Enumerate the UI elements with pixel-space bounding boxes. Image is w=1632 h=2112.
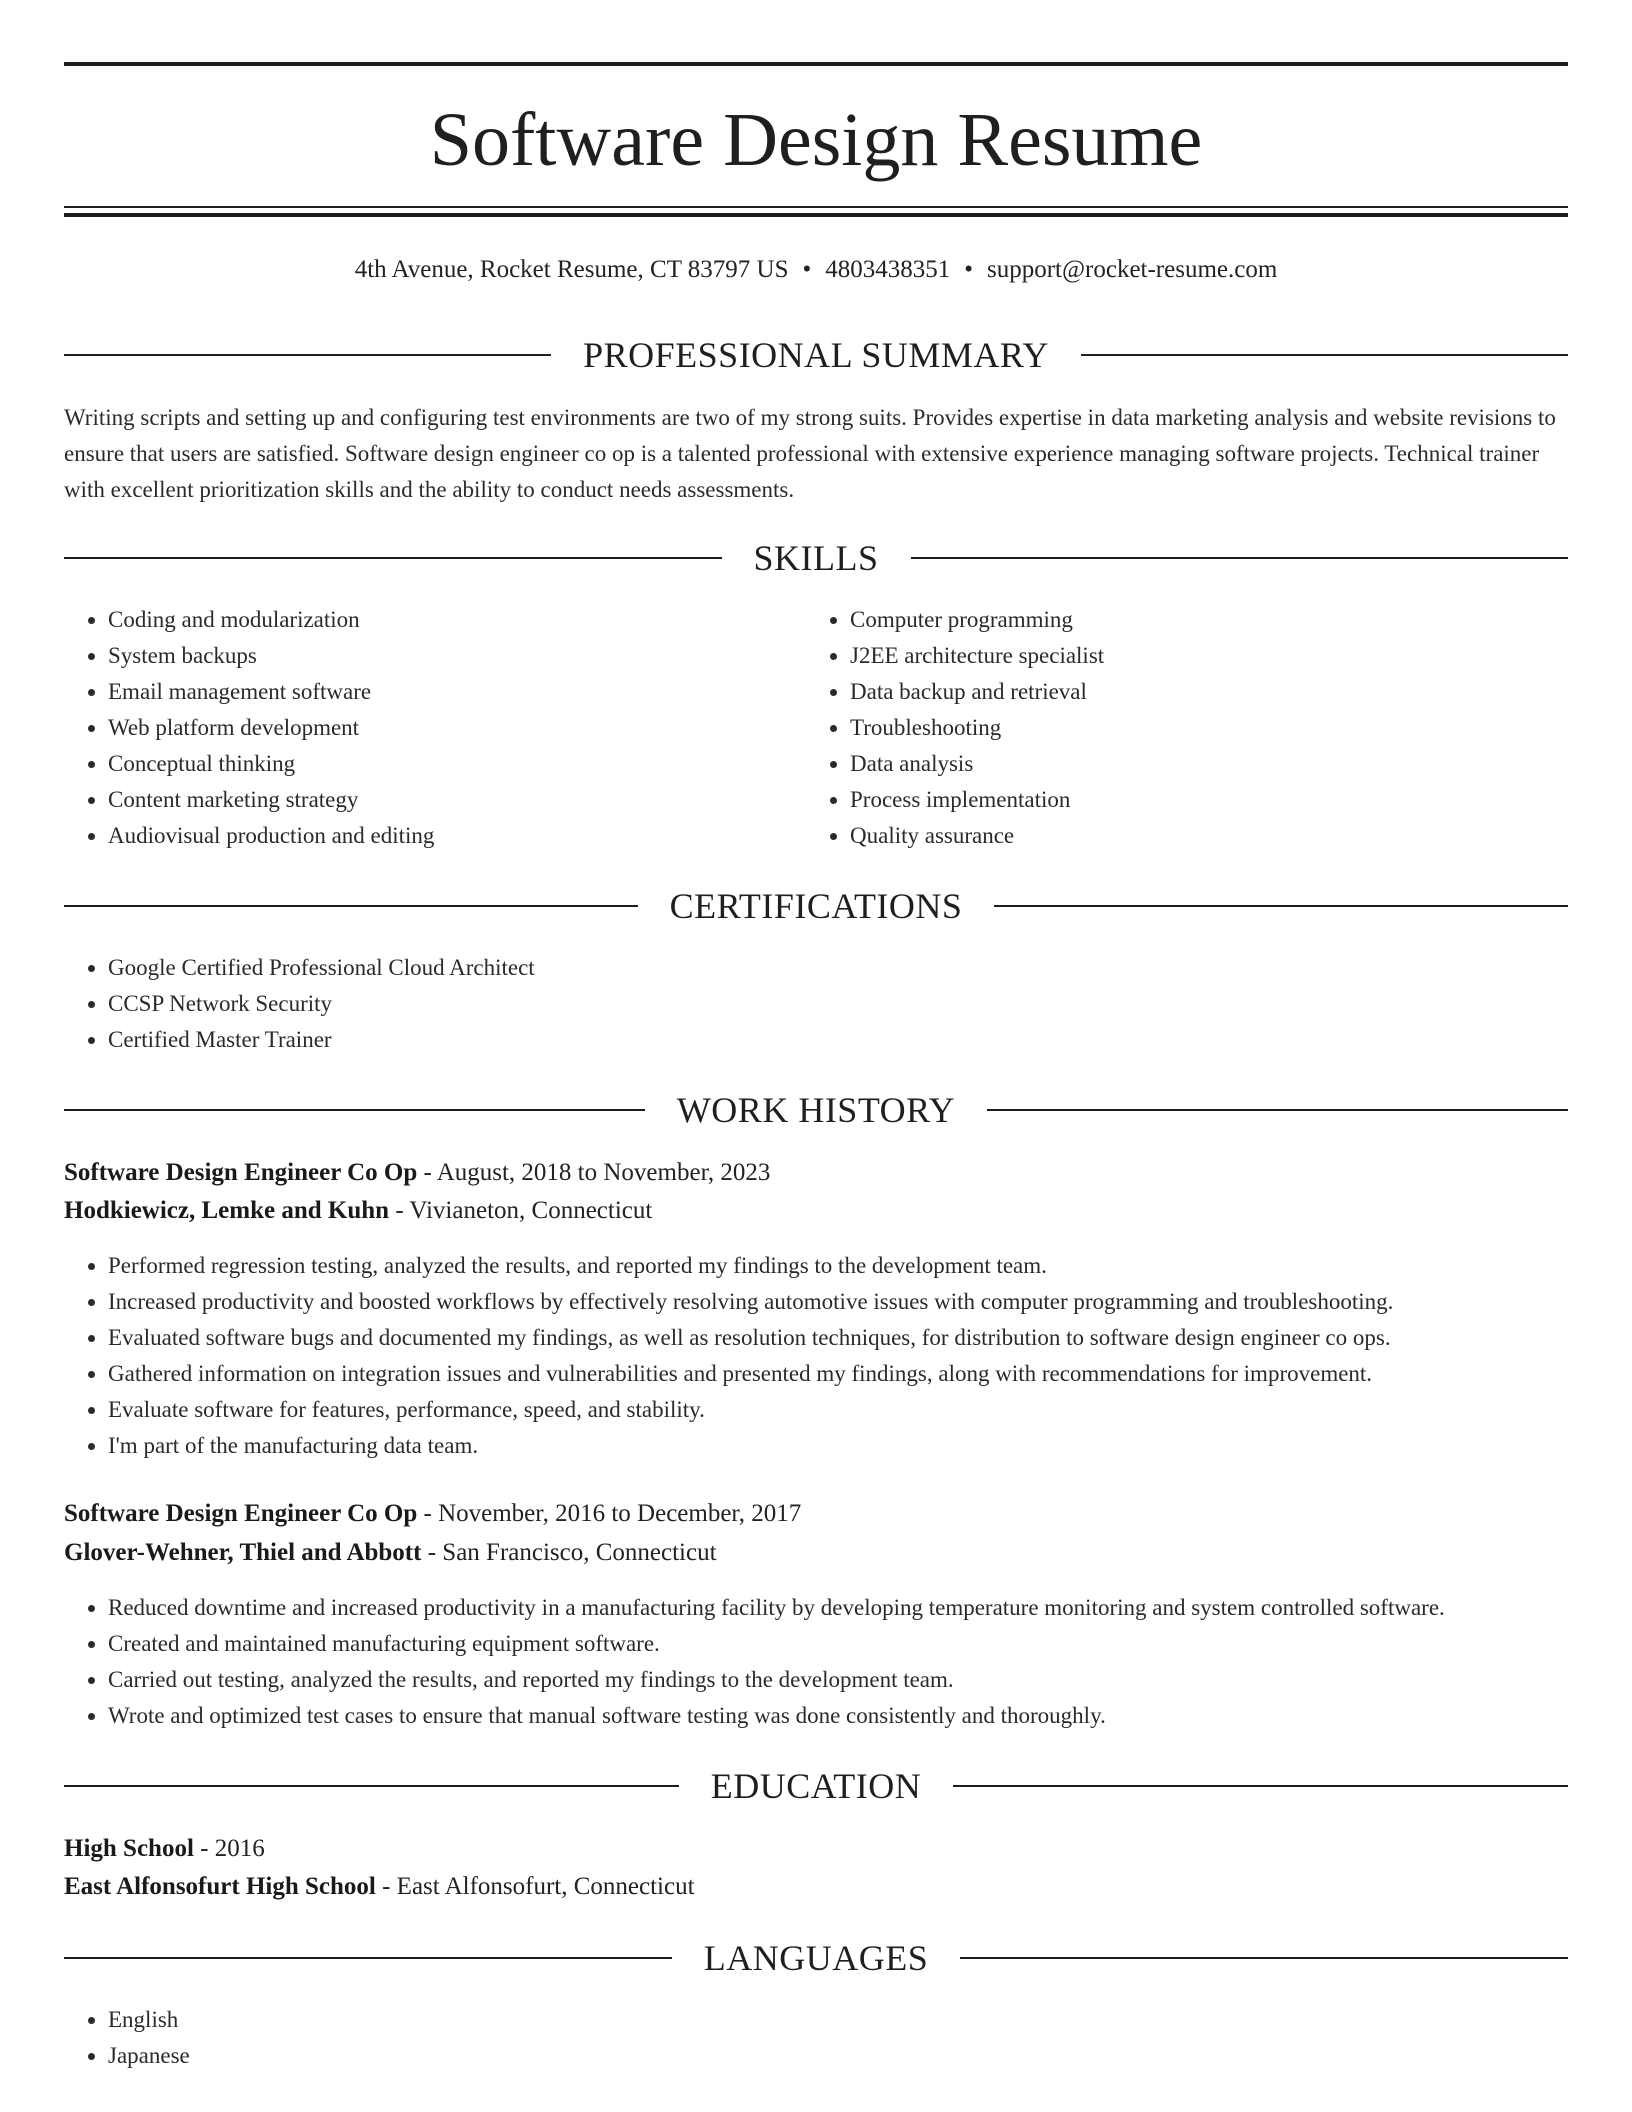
job-role: Software Design Engineer Co Op <box>64 1159 418 1186</box>
divider <box>64 354 551 356</box>
language-item: • English <box>108 2002 708 2038</box>
section-title: WORK HISTORY <box>676 1090 956 1130</box>
top-rule <box>64 62 1568 66</box>
job-bullet: • Evaluated software bugs and documented my findings, as well as resolution techniques, for distribution to software design engineer co ops. <box>108 1320 1568 1356</box>
work-history-heading <box>64 1088 1568 1132</box>
skill-item: • Data backup and retrieval <box>850 674 1550 710</box>
education-location: - East Alfonsofurt, Connecticut <box>375 1873 695 1900</box>
job-bullet: • Performed regression testing, analyzed the results, and reported my findings to the development team. <box>108 1248 1568 1284</box>
skills-heading <box>64 536 1568 580</box>
summary-text: Writing scripts and setting up and configuring test environments are two of my strong suits. Provides expertise in data marketing analysis and website revisions to ensure that users are satisfied. Software design engineer co op is a talented professional with extensive experience managing software projects. Technical trainer with excellent prioritization skills and the ability to conduct needs assessments. <box>64 405 1556 502</box>
divider <box>911 557 1569 559</box>
certification-item: • Google Certified Professional Cloud Architect <box>108 950 1548 986</box>
job-company-line <box>64 1534 1568 1572</box>
skill-item: • Web platform development <box>108 710 808 746</box>
education-degree: High School <box>64 1835 194 1862</box>
divider <box>64 557 722 559</box>
job-bullet: • Carried out testing, analyzed the results, and reported my findings to the development team. <box>108 1662 1578 1698</box>
job-bullet: • Reduced downtime and increased productivity in a manufacturing facility by developing temperature monitoring and system controlled software. <box>108 1590 1578 1626</box>
page-title: Software Design Resume <box>429 98 1203 182</box>
divider <box>64 1785 679 1787</box>
skill-item: • J2EE architecture specialist <box>850 638 1550 674</box>
job-bullets <box>64 1248 1568 1464</box>
skills-list-left <box>64 602 808 854</box>
divider <box>960 1957 1568 1959</box>
section-title: CERTIFICATIONS <box>669 886 963 926</box>
divider <box>953 1785 1568 1787</box>
section-title: LANGUAGES <box>703 1938 929 1978</box>
skill-item: • Troubleshooting <box>850 710 1550 746</box>
divider <box>994 905 1568 907</box>
job-bullet: • I'm part of the manufacturing data team. <box>108 1428 1568 1464</box>
contact-line <box>64 252 1568 288</box>
education-year: - 2016 <box>193 1835 265 1862</box>
certification-item: • Certified Master Trainer <box>108 1022 1548 1058</box>
job-bullet: • Created and maintained manufacturing equipment software. <box>108 1626 1578 1662</box>
education-school-line <box>64 1868 1568 1906</box>
skill-item: • Conceptual thinking <box>108 746 808 782</box>
divider <box>64 1109 645 1111</box>
job-title-line <box>64 1154 1568 1192</box>
job-title-line <box>64 1495 1568 1533</box>
education-degree-line <box>64 1830 1568 1868</box>
skill-item: • Content marketing strategy <box>108 782 808 818</box>
skill-item: • Data analysis <box>850 746 1550 782</box>
languages-heading <box>64 1936 1568 1980</box>
contact-phone: 4803438351 <box>825 256 951 283</box>
skills-list-right <box>806 602 1550 854</box>
certification-item: • CCSP Network Security <box>108 986 1548 1022</box>
job-dates: - November, 2016 to December, 2017 <box>417 1500 802 1527</box>
job-bullet: • Increased productivity and boosted workflows by effectively resolving automotive issues with computer programming and troubleshooting. <box>108 1284 1568 1320</box>
contact-separator: • <box>964 256 973 283</box>
summary-heading <box>64 333 1568 377</box>
section-title: PROFESSIONAL SUMMARY <box>583 335 1049 375</box>
education-school: East Alfonsofurt High School <box>64 1873 376 1900</box>
job-company: Hodkiewicz, Lemke and Kuhn <box>64 1197 390 1224</box>
contact-email: support@rocket-resume.com <box>987 256 1278 283</box>
education-heading <box>64 1764 1568 1808</box>
skill-item: • Email management software <box>108 674 808 710</box>
divider <box>987 1109 1568 1111</box>
section-title: SKILLS <box>753 538 879 578</box>
certifications-heading <box>64 884 1568 928</box>
title-rule-upper <box>64 206 1568 208</box>
skill-item: • Audiovisual production and editing <box>108 818 808 854</box>
contact-separator: • <box>802 256 812 283</box>
job-bullet: • Evaluate software for features, performance, speed, and stability. <box>108 1392 1568 1428</box>
divider <box>1081 354 1568 356</box>
job-company: Glover-Wehner, Thiel and Abbott <box>64 1539 422 1566</box>
skill-item: • Computer programming <box>850 602 1550 638</box>
job-location: - Vivianeton, Connecticut <box>389 1197 653 1224</box>
divider <box>64 905 638 907</box>
contact-address: 4th Avenue, Rocket Resume, CT 83797 US <box>354 256 789 283</box>
job-role: Software Design Engineer Co Op <box>64 1500 418 1527</box>
job-location: - San Francisco, Connecticut <box>421 1539 717 1566</box>
divider <box>64 1957 672 1959</box>
language-item: • Japanese <box>108 2038 708 2074</box>
job-dates: - August, 2018 to November, 2023 <box>417 1159 771 1186</box>
section-title: EDUCATION <box>710 1766 922 1806</box>
skill-item: • Process implementation <box>850 782 1550 818</box>
job-company-line <box>64 1192 1568 1230</box>
job-bullets <box>64 1590 1578 1734</box>
skill-item: • System backups <box>108 638 808 674</box>
certifications-list <box>64 950 1548 1058</box>
skill-item: • Coding and modularization <box>108 602 808 638</box>
job-bullet: • Gathered information on integration issues and vulnerabilities and presented my findings, along with recommendations for improvement. <box>108 1356 1568 1392</box>
job-bullet: • Wrote and optimized test cases to ensure that manual software testing was done consistently and thoroughly. <box>108 1698 1578 1734</box>
languages-list <box>64 2002 708 2074</box>
skill-item: • Quality assurance <box>850 818 1550 854</box>
title-rule-lower <box>64 213 1568 217</box>
